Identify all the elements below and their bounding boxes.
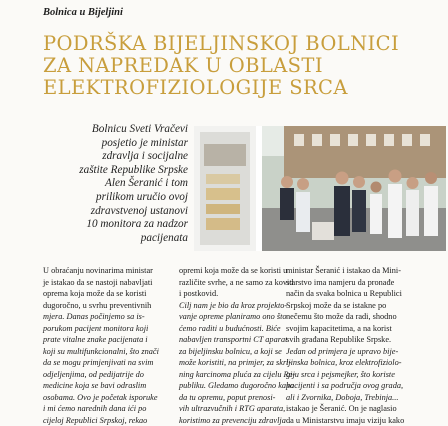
- article-body: [43, 265, 448, 416]
- photo-illustration: [194, 126, 446, 251]
- body-line: i mi ćemo narednih dana ići po: [43, 403, 169, 415]
- body-line: pacijenti i sa područja ovog grada,: [286, 380, 418, 392]
- body-line: način da svaka bolnica u Republici: [286, 288, 418, 300]
- lead-line: pacijenata: [43, 232, 188, 246]
- body-line: ning karcinoma pluća za cijelu Re-: [179, 369, 310, 381]
- body-line: porukom pacijent monitora koji: [43, 323, 169, 335]
- lead-line: zaštite Republike Srpske: [43, 164, 188, 178]
- lead-line: zdravstvenoj ustanovi: [43, 205, 188, 219]
- body-line: istakao je Šeranić. On je naglasio: [286, 403, 418, 415]
- body-line: Jedan od primjera je upravo bije-: [286, 346, 418, 358]
- section-label: Bolnica u Bijeljini: [43, 7, 123, 18]
- body-line: prate vitalne znake pacijenata i: [43, 334, 169, 346]
- body-line: dugoročno, u svrhu preventivnih: [43, 300, 169, 312]
- lead-line: zdravlja i socijalne: [43, 150, 188, 164]
- body-line: vanje opreme planiramo ono što: [179, 311, 310, 323]
- lead-line: Bolnicu Sveti Vračevi: [43, 123, 188, 137]
- body-line: ali i Zvornika, Doboja, Trebinja...: [286, 392, 418, 404]
- lead-line: posjetio je ministar: [43, 137, 188, 151]
- body-line: medicine koja se bavi odraslim: [43, 380, 169, 392]
- body-line: svih građana Republike Srpske.: [286, 334, 418, 346]
- body-line: nečemu što može da radi, shodno: [286, 311, 418, 323]
- body-line: Srpskoj može da se istakne po: [286, 300, 418, 312]
- body-line: vih ultrazvučnih i RTG aparata,: [179, 403, 310, 415]
- body-line: za bijeljinsku bolnicu, a koji se: [179, 346, 310, 358]
- body-line: ministar Šeranić i istakao da Mini-: [286, 265, 418, 277]
- article-headline: [43, 33, 443, 99]
- headline-line: ELEKTROFIZIOLOGIJE SRCA: [43, 77, 443, 99]
- body-column-1: [43, 265, 169, 426]
- lead-line: prilikom uručio ovoj: [43, 191, 188, 205]
- body-line: mjera. Danas počinjemo sa is-: [43, 311, 169, 323]
- article-lead: [43, 123, 188, 245]
- body-line: opremi koja može da se koristi u: [179, 265, 310, 277]
- body-line: da u Ministarstvu imaju viziju kako: [286, 415, 418, 426]
- body-line: može koristiti, na primjer, za skri-: [179, 357, 310, 369]
- body-line: i postkovid.: [179, 288, 310, 300]
- body-line: oprema koja može da se koristi: [43, 288, 169, 300]
- body-line: Cilj nam je bio da kroz projekto-: [179, 300, 310, 312]
- body-line: da se mogu primjenjivati na svim: [43, 357, 169, 369]
- body-line: giju srca i pejsmejker, što koriste: [286, 369, 418, 381]
- body-line: koji su multifunkcionalni, što znači: [43, 346, 169, 358]
- body-line: U obraćanju novinarima ministar: [43, 265, 169, 277]
- body-line: osobama. Ovo je početak isporuke: [43, 392, 169, 404]
- body-line: starstvo ima namjeru da pronađe: [286, 277, 418, 289]
- body-line: ljinska bolnica, kroz elektrofiziolo-: [286, 357, 418, 369]
- body-column-3: [286, 265, 418, 426]
- article-photo: [194, 126, 446, 251]
- body-line: različite svrhe, a ne samo za kovid: [179, 277, 310, 289]
- headline-line: PODRŠKA BIJELJINSKOJ BOLNICI: [43, 33, 443, 55]
- body-line: ćemo raditi u budućnosti. Biće: [179, 323, 310, 335]
- body-line: koristimo za prevenciju zdravlja: [179, 415, 310, 426]
- body-line: cijeloj Republici Srpskoj, rekao: [43, 415, 169, 426]
- body-line: svojim kapacitetima, a na korist: [286, 323, 418, 335]
- lead-line: Alen Šeranić i tom: [43, 177, 188, 191]
- headline-line: ZA NAPREDAK U OBLASTI: [43, 55, 443, 77]
- body-line: nabavljen transportni CT aparat: [179, 334, 310, 346]
- body-line: publiku. Gledamo dugoročno kako: [179, 380, 310, 392]
- body-line: da tu opremu, poput prenosi-: [179, 392, 310, 404]
- body-line: odjeljenjima, od pedijatrije do: [43, 369, 169, 381]
- body-line: je istakao da se nastoji nabavljati: [43, 277, 169, 289]
- lead-line: 10 monitora za nadzor: [43, 218, 188, 232]
